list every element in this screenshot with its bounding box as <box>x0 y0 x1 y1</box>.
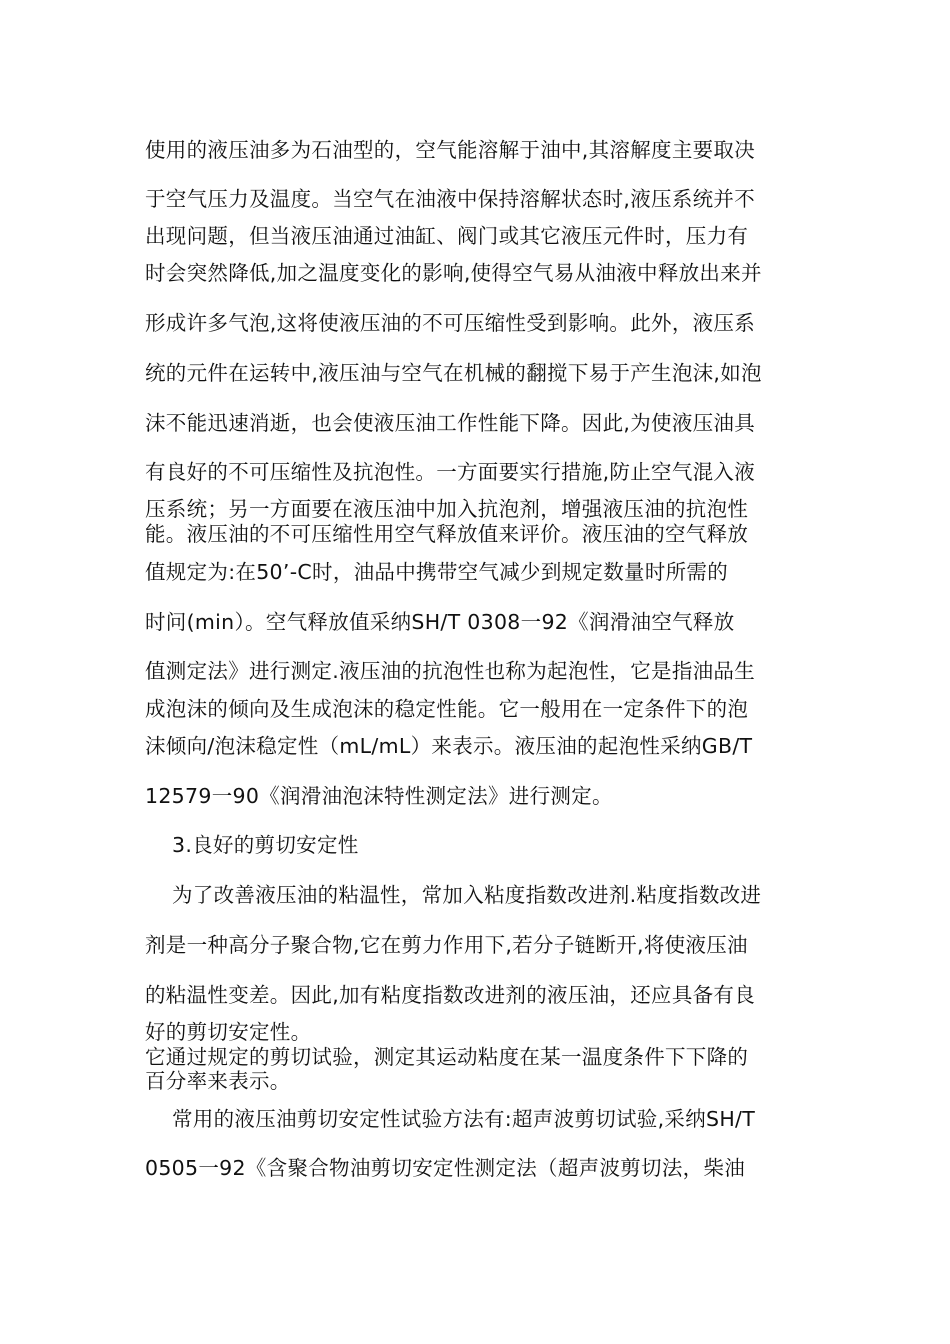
text-line-22: 它通过规定的剪切试验，测定其运动粘度在某一温度条件下下降的 <box>145 1045 749 1069</box>
text-line-11: 值规定为:在50’-C时，油品中携带空气减少到规定数量时所需的 <box>145 560 729 584</box>
text-line-25: 0505一92《含聚合物油剪切安定性测定法（超声波剪切法，柴油 <box>145 1156 746 1180</box>
text-line-2: 于空气压力及温度。当空气在油液中保持溶解状态时,液压系统并不 <box>145 187 756 211</box>
text-line-5: 形成许多气泡,这将使液压油的不可压缩性受到影响。此外，液压系 <box>145 311 756 335</box>
text-line-4: 时会突然降低,加之温度变化的影响,使得空气易从油液中释放出来并 <box>145 261 762 285</box>
text-line-8: 有良好的不可压缩性及抗泡性。一方面要实行措施,防止空气混入液 <box>145 460 756 484</box>
text-line-21: 好的剪切安定性。 <box>145 1020 312 1044</box>
text-line-3: 出现问题，但当液压油通过油缸、阀门或其它液压元件时，压力有 <box>145 224 749 248</box>
text-line-18: 为了改善液压油的粘温性，常加入粘度指数改进剂.粘度指数改进 <box>172 883 762 907</box>
text-line-12: 时问(min）。空气释放值采纳SH/T 0308一92《润滑油空气释放 <box>145 610 735 634</box>
text-line-14: 成泡沫的倾向及生成泡沫的稳定性能。它一般用在一定条件下的泡 <box>145 697 749 721</box>
text-line-6: 统的元件在运转中,液压油与空气在机械的翻搅下易于产生泡沫,如泡 <box>145 361 762 385</box>
section-heading: 3.良好的剪切安定性 <box>172 833 359 857</box>
text-line-20: 的粘温性变差。因此,加有粘度指数改进剂的液压油，还应具备有良 <box>145 983 756 1007</box>
text-line-19: 剂是一种高分子聚合物,它在剪力作用下,若分子链断开,将使液压油 <box>145 933 748 957</box>
text-line-9: 压系统；另一方面要在液压油中加入抗泡剂，增强液压油的抗泡性 <box>145 497 749 521</box>
text-line-15: 沫倾向/泡沫稳定性（mL/mL）来表示。液压油的起泡性采纳GB/T <box>145 734 753 758</box>
text-line-23: 百分率来表示。 <box>145 1069 291 1093</box>
text-line-7: 沫不能迅速消逝，也会使液压油工作性能下降。因此,为使液压油具 <box>145 411 756 435</box>
text-line-24: 常用的液压油剪切安定性试验方法有:超声波剪切试验,采纳SH/T <box>172 1107 756 1131</box>
text-line-16: 12579一90《润滑油泡沫特性测定法》进行测定。 <box>145 784 613 808</box>
text-line-13: 值测定法》进行测定.液压油的抗泡性也称为起泡性，它是指油品生 <box>145 659 756 683</box>
text-line-10: 能。液压油的不可压缩性用空气释放值来评价。液压油的空气释放 <box>145 522 749 546</box>
text-line-1: 使用的液压油多为石油型的，空气能溶解于油中,其溶解度主要取决 <box>145 138 756 162</box>
